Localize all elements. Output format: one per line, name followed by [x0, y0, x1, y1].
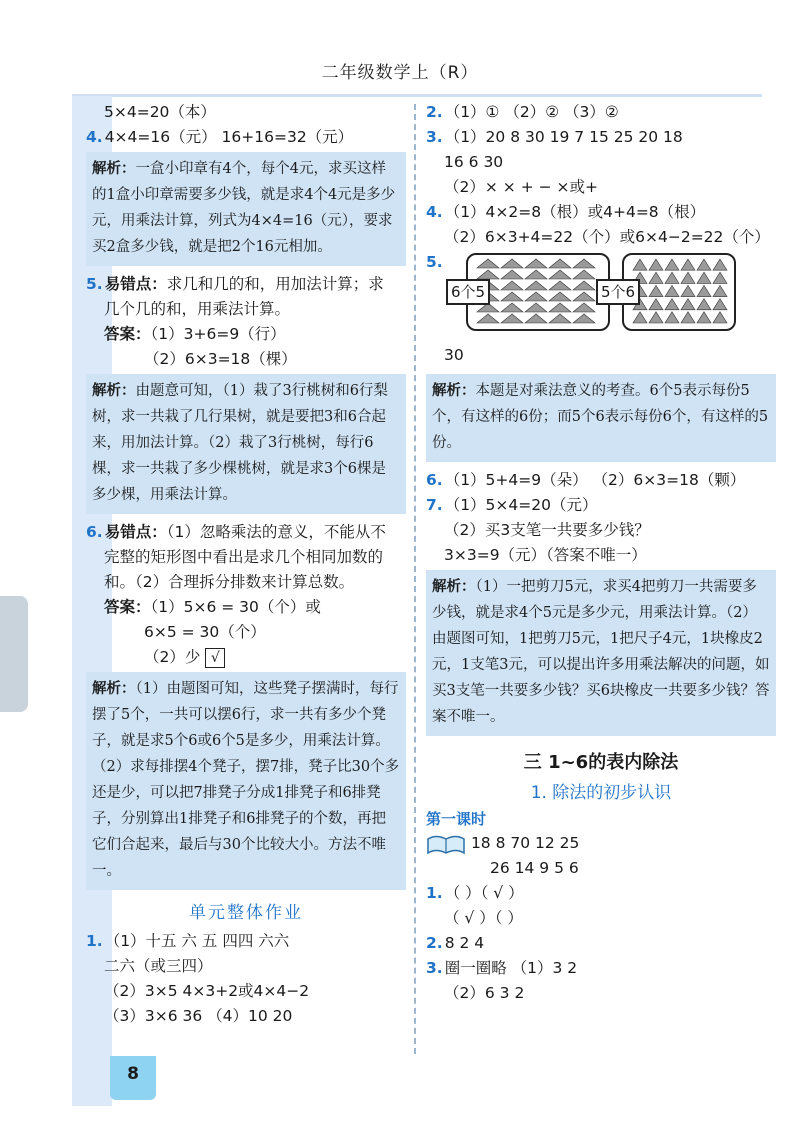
- triangle-grid-right: [632, 258, 728, 324]
- error-text: 几个几的和，用乘法计算。: [104, 300, 291, 318]
- answer-text: （1）5×4=20（元）: [444, 496, 598, 514]
- answer-line: （3）3×6 36 （4）10 20: [104, 1007, 293, 1025]
- answer-text: （1）① （2）② （3）②: [444, 103, 619, 121]
- triangle-icon: [681, 285, 695, 296]
- answer-text: （1）3+6=9（行）: [150, 325, 286, 343]
- unit-title: 三 1~6的表内除法: [523, 752, 679, 773]
- triangle-icon: [649, 259, 663, 270]
- period-title: 第一课时: [426, 810, 487, 828]
- page-header: 二年级数学上（R）: [321, 63, 479, 83]
- triangle-icon: [549, 259, 571, 268]
- answer-2: [426, 931, 776, 956]
- answer-line: 5×4=20（本）: [104, 103, 216, 121]
- warmup-values: 18 8 70 12 25: [470, 834, 580, 852]
- question-6: [86, 520, 406, 545]
- answer-line: 二六（或三四）: [104, 957, 213, 975]
- question-4: [426, 200, 776, 225]
- answer-line: 3×3=9（元）（答案不唯一）: [444, 546, 647, 564]
- triangle-icon: [681, 259, 695, 270]
- triangle-icon: [665, 312, 679, 323]
- triangle-icon: [649, 272, 663, 283]
- answer-line: （2）买3支笔一共要多少钱？: [444, 521, 650, 539]
- page-number: 8: [127, 1064, 139, 1084]
- question-number: 7.: [426, 496, 443, 514]
- analysis-text: 本题是对乘法意义的考查。6个5表示每份5个，有这样的6份；而5个6表示每份6个，有这样的5份。: [432, 383, 769, 451]
- answer-3: [426, 956, 776, 981]
- triangle-pattern-icon: [633, 259, 727, 323]
- triangle-icon: [665, 299, 679, 310]
- triangle-icon: [649, 299, 663, 310]
- answer-text: 4×4=16（元） 16+16=32（元）: [104, 128, 354, 146]
- answer-line: （2）6×3=18（棵）: [144, 350, 297, 368]
- analysis-box: [86, 152, 406, 266]
- answer-line: （ √ ）（ ）: [444, 909, 523, 927]
- question-number: 3.: [426, 959, 443, 977]
- triangle-pattern-icon: [477, 259, 595, 323]
- triangle-icon: [665, 259, 679, 270]
- triangle-icon: [549, 303, 571, 312]
- right-column: [426, 100, 776, 1006]
- top-rule: [72, 94, 762, 97]
- answer-text: （2）少: [144, 648, 201, 666]
- triangle-icon: [477, 270, 499, 279]
- answer-text: （1）20 8 30 19 7 15 25 20 18: [444, 128, 683, 146]
- analysis-label: 解析：: [432, 579, 476, 595]
- analysis-text: 一盒小印章有4个，每个4元，求买这样的1盒小印章需要多少钱，就是求4个4元是多少元，用乘法计算，列式为4×4=16（元），要求买2盒多少钱，就是把2个16元相加。: [92, 161, 396, 255]
- question-number: 5.: [86, 275, 103, 293]
- error-text: 和。（2）合理拆分排数来计算总数。: [104, 573, 355, 591]
- triangle-icon: [477, 314, 499, 323]
- analysis-text: （1）一把剪刀5元，求买4把剪刀一共需要多少钱，就是求4个5元是多少元，用乘法计算。（2）由题图可知，1把剪刀5元，1把尺子4元，1块橡皮2元，1支笔3元，可以提出许多用乘法解决的问题，如买3支笔一共要多少钱？买6块橡皮一共要多少钱？答案不唯一。: [432, 579, 770, 725]
- answer-line: [86, 322, 406, 347]
- analysis-box: [86, 374, 406, 514]
- answer-line: （2）6×3+4=22（个）或6×4−2=22（个）: [444, 228, 770, 246]
- triangle-icon: [681, 299, 695, 310]
- binding-tab: [0, 596, 28, 712]
- error-text: 求几和几的和，用加法计算；求: [166, 275, 384, 293]
- analysis-box: [426, 570, 776, 736]
- triangle-icon: [697, 259, 711, 270]
- answer-text: 8 2 4: [444, 934, 485, 952]
- question-5: [86, 272, 406, 297]
- triangle-icon: [713, 312, 727, 323]
- triangle-icon: [633, 259, 647, 270]
- triangle-icon: [501, 259, 523, 268]
- triangle-icon: [525, 281, 547, 290]
- left-column: [86, 100, 406, 1029]
- error-text: 完整的矩形图中看出是求几个相同加数的: [104, 548, 384, 566]
- triangle-icon: [713, 272, 727, 283]
- triangle-icon: [649, 285, 663, 296]
- error-label: 易错点：: [104, 275, 167, 293]
- question-number: 1.: [86, 932, 103, 950]
- question-number: 3.: [426, 128, 443, 146]
- question-number: 4.: [426, 203, 443, 221]
- answer-line: 6×5 = 30（个）: [144, 623, 266, 641]
- triangle-grid-left: [476, 258, 596, 324]
- triangle-icon: [713, 299, 727, 310]
- answer-line: [86, 595, 406, 620]
- triangle-icon: [573, 292, 595, 301]
- triangle-icon: [697, 285, 711, 296]
- triangle-icon: [525, 303, 547, 312]
- question-number: 1.: [426, 884, 443, 902]
- grid-label-left: 6个5: [446, 279, 490, 305]
- triangle-icon: [697, 312, 711, 323]
- question-number: 2.: [426, 934, 443, 952]
- answer-line: （2）× × + − ×或+: [444, 178, 598, 196]
- answer-line: （2）6 3 2: [444, 984, 525, 1002]
- triangle-icon: [713, 259, 727, 270]
- answer-label: 答案：: [104, 598, 151, 616]
- triangle-icon: [525, 270, 547, 279]
- question-2: [426, 100, 776, 125]
- triangle-icon: [525, 314, 547, 323]
- warmup-line: [426, 831, 776, 856]
- answer-line: [86, 645, 406, 670]
- answer-line: 16 6 30: [444, 153, 504, 171]
- section-title: 单元整体作业: [189, 903, 303, 923]
- triangle-icon: [549, 314, 571, 323]
- triangle-icon: [501, 292, 523, 301]
- answer-text: （1）十五 六 五 四四 六六: [104, 932, 290, 950]
- question-number: 2.: [426, 103, 443, 121]
- grid-label-right: 5个6: [596, 279, 640, 305]
- analysis-box: [86, 672, 406, 890]
- triangle-icon: [549, 270, 571, 279]
- triangle-icon: [697, 272, 711, 283]
- question-6: [426, 468, 776, 493]
- triangle-icon: [477, 259, 499, 268]
- triangle-icon: [573, 303, 595, 312]
- answer-text: （1）4×2=8（根）或4+4=8（根）: [444, 203, 706, 221]
- question-number: 5.: [426, 253, 443, 271]
- triangle-icon: [573, 259, 595, 268]
- analysis-box: [426, 374, 776, 462]
- triangle-icon: [649, 312, 663, 323]
- answer-text: （1）5+4=9（朵） （2）6×3=18（颗）: [444, 471, 746, 489]
- triangle-icon: [665, 285, 679, 296]
- triangle-icon: [573, 270, 595, 279]
- triangle-icon: [681, 312, 695, 323]
- triangle-icon: [573, 281, 595, 290]
- triangle-icon: [501, 303, 523, 312]
- triangle-icon: [697, 299, 711, 310]
- analysis-label: 解析：: [92, 161, 136, 177]
- answer-label: 答案：: [104, 325, 151, 343]
- analysis-label: 解析：: [92, 383, 136, 399]
- triangle-icon: [549, 292, 571, 301]
- question-4: [86, 125, 406, 150]
- triangle-icon: [525, 292, 547, 301]
- column-divider: [414, 104, 416, 1054]
- question-3: [426, 125, 776, 150]
- triangle-icon: [713, 285, 727, 296]
- analysis-text: （1）由题图可知，这些凳子摆满时，每行摆了5个，一共可以摆6行，求一共有多少个凳子，就是求5个6或6个5是多少，用乘法计算。（2）求每排摆4个凳子，摆7排，凳子比30个多还是少，可以把7排凳子分成1排凳子和6排凳子，分别算出1排凳子和6排凳子的个数，再把它们合起来，最后与30个比较大小。方法不唯一。: [92, 681, 400, 879]
- triangle-icon: [633, 312, 647, 323]
- question-7: [426, 493, 776, 518]
- triangle-icon: [501, 281, 523, 290]
- triangle-icon: [525, 259, 547, 268]
- answer-text: 圈一圈略 （1）3 2: [444, 959, 578, 977]
- answer-line: 30: [444, 346, 464, 364]
- triangle-icon: [681, 272, 695, 283]
- analysis-label: 解析：: [92, 681, 136, 697]
- question-number: 6.: [426, 471, 443, 489]
- error-text: （1）忽略乘法的意义，不能从不: [166, 523, 386, 541]
- triangle-icon: [549, 281, 571, 290]
- lesson-title: 1. 除法的初步认识: [530, 783, 672, 803]
- grouping-diagram: [426, 253, 776, 339]
- error-label: 易错点：: [104, 523, 167, 541]
- answer-1: [426, 881, 776, 906]
- open-book-icon: [426, 833, 466, 855]
- warmup-values: 26 14 9 5 6: [490, 859, 579, 877]
- analysis-label: 解析：: [432, 383, 476, 399]
- answer-text: （ ）（ √ ）: [444, 884, 524, 902]
- question-number: 6.: [86, 523, 103, 541]
- triangle-icon: [573, 314, 595, 323]
- question-number: 4.: [86, 128, 103, 146]
- answer-text: （1）5×6 = 30（个）或: [150, 598, 321, 616]
- check-box: √: [205, 648, 225, 668]
- triangle-icon: [665, 272, 679, 283]
- unit-question-1: [86, 929, 406, 954]
- triangle-icon: [501, 270, 523, 279]
- triangle-icon: [501, 314, 523, 323]
- answer-line: （2）3×5 4×3+2或4×4−2: [104, 982, 310, 1000]
- analysis-text: 由题意可知，（1）栽了3行桃树和6行梨树，求一共栽了几行果树，就是要把3和6合起来，用加法计算。（2）栽了3行桃树，每行6棵，求一共栽了多少棵桃树，就是求3个6棵是多少棵，用乘法计算。: [92, 383, 388, 503]
